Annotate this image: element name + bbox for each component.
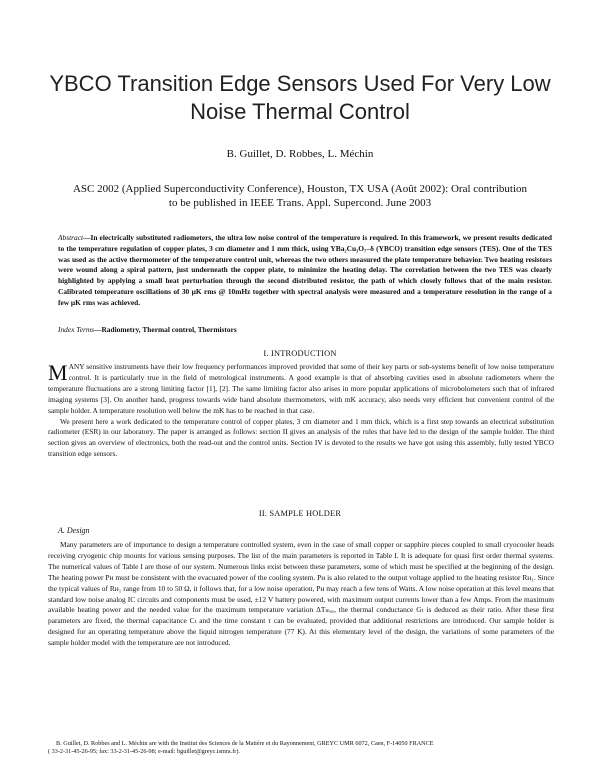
- section-heading-introduction: I. INTRODUCTION: [263, 349, 337, 358]
- conference-line-1: ASC 2002 (Applied Superconductivity Conference), Houston, TX USA (Août 2002): Oral contribution: [72, 183, 528, 195]
- paper-title: YBCO Transition Edge Sensors Used For Very Low Noise Thermal Control: [49, 71, 551, 124]
- footnote-line-1: B. Guillet, D. Robbes and L. Méchin are with the Institut des Sciences de la Matière et du Rayonnement, GREYC UMR 6072, Caen, F-14050 FRANCE: [56, 740, 434, 747]
- subsection-heading-design: A. Design: [58, 526, 90, 535]
- index-terms: [58, 325, 552, 334]
- abstract-lead: Abstract: [58, 233, 84, 242]
- index-terms-lead: Index Terms: [58, 325, 95, 334]
- intro-paragraph-2: We present here a work dedicated to the temperature control of copper plates, 3 cm diameter and 1 mm thick, which is a first step towards an electrical substitution radiometer (ESR) in our laboratory. The paper is arranged as follows: section II gives an analysis of the rules that have led to the design of the sample holder. The third section gives an overview of electronics, both the read-out and the control units. Section IV is devoted to the results we have got using this assembly, fully tested YBCO transition edge sensors.: [48, 416, 554, 459]
- conference-line-2: to be published in IEEE Trans. Appl. Supercond. June 2003: [168, 197, 432, 209]
- section-heading-sample-holder: II. SAMPLE HOLDER: [258, 509, 342, 518]
- intro-paragraph-1: [48, 362, 554, 417]
- author-affiliation-footnote: [48, 740, 554, 757]
- design-paragraph-1: Many parameters are of importance to design a temperature controlled system, even in the case of small copper or sapphire pieces coupled to small cryocooler heads receiving cryogenic chip mounts for various sensing purposes. The list of the main parameters is reported in Table I. It is adequate for quasi first order thermal systems. The numerical values of Table I are those of our system. Numerous links exist between these parameters, some of which must be specified at the beginning of the design. The heating power Pʜ must be consistent with the evacuated power of the cooling system. Pʜ is also related to the output voltage applied to the heating resistor Rʜ₁. Since the typical values of Rʜ₁ range from 10 to 50 Ω, it follows that, for a low noise operation, Pʜ may reach a few tens of Watts. A low noise operation at this level means that standard low noise analog IC circuits and components must be used, ±12 V battery powered, with maximum output currents lower than a few Amps. From the maximum available heating power and the needed value for the maximum temperature variation ΔTₘₐₓ, the thermal conductance Gₜ is deduced as their ratio. After these first parameters are fixed, the thermal capacitance Cₜ and the time constant τ can be evaluated, provided that additional restrictions are introduced. Our sample holder is designed for an operating temperature above the liquid nitrogen temperature (77 K). At this elementary level of the design, the variations of some parameters of the sample holder model with the temperature are not introduced.: [48, 540, 554, 648]
- footnote-line-2: ( 33-2-31-45-26-95; fax: 33-2-31-45-26-98; e-mail: bguillet@greyc.ismra.fr).: [48, 748, 240, 756]
- drop-cap: M: [48, 360, 68, 385]
- conference-info: [60, 182, 540, 210]
- abstract-text: —In electrically substituted radiometers, the ultra low noise control of the temperature is required. In this framework, we present results dedicated to the temperature regulation of copper plates, 3 cm diameter and 1 mm thick, using YBa₂Cu₃O₇₋δ (YBCO) transition edge sensors (TES). One of the TES was used as the active thermometer of the temperature control unit, whereas the two others measured the plate temperature behavior. Two heating resistors were wound along a spiral pattern, just underneath the copper plate, to minimize the heating delay. The correlation between the two TES was clearly highlighted by applying a small heat perturbation through the second distributed resistor, the path of which closely follows that of the main resistor. Calibrated temperature oscillations of 30 µK rms @ 10mHz together with spectral analysis were measured and a temperature resolution in the range of a few µK rms was achieved.: [58, 233, 552, 307]
- intro-paragraph-1-text: ANY sensitive instruments have their low frequency performances improved provided that some of their key parts or sub-systems benefit of low noise temperature control. It is particularly true in the field of metrological instruments. A good example is that of absorbing cavities used in absolute radiometers where the temperature fluctuations are a strong limiting factor [1], [2]. The same limiting factor also arises in more popular applications of microbolometers such that of infrared imaging systems [3]. On another hand, progress towards wide band absolute thermometers, with mK accuracy, also needs very efficient but convenient control of the sample holder. A temperature resolution well below the mK has to be reached in that case.: [48, 362, 554, 415]
- abstract: [58, 233, 552, 309]
- author-list: B. Guillet, D. Robbes, L. Méchin: [226, 148, 374, 160]
- introduction-body: [48, 362, 554, 460]
- index-terms-text: —Radiometry, Thermal control, Thermistors: [94, 325, 237, 334]
- design-body: [48, 540, 554, 649]
